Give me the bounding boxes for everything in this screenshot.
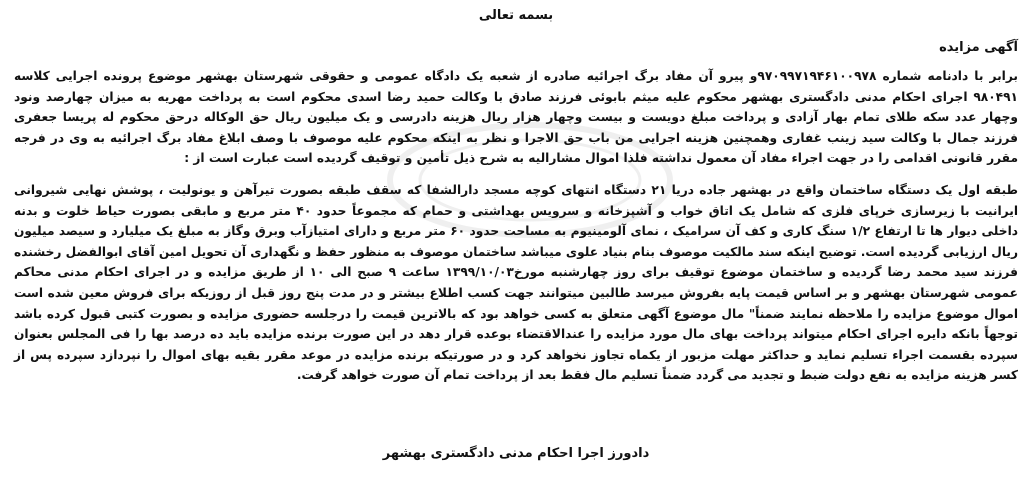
notice-paragraph-judgment: برابر با دادنامه شماره ۹۷۰۹۹۷۱۹۴۶۱۰۰۹۷۸و پیرو آن مفاد برگ اجرائیه صادره از شعبه یک دادگاه عمومی و حقوقی شهرستان بهشهر موضوع پرونده اجرایی کلاسه ۹۸۰۴۹۱ اجرای احکام مدنی دادگستری بهشهر محکوم علیه میثم بابوئی فرزند صادق با وکالت حمید رضا اسدی محکوم است به پرداخت مهریه به میزان چهارصد ونود وچهار عدد سکه طلای تمام بهار آزادی و پرداخت مبلغ دویست و بیست وچهار هزار ریال هزینه دادرسی و یک میلیون ریال حق الوکاله درحق محکوم له پریسا جعفری فرزند جمال با وکالت سید زینب غفاری وهمچنین هزینه اجرایی من باب حق الاجرا و نظر به اینکه محکوم علیه موصوف با وصف ابلاغ مفاد برگ اجرائیه به وی در فرجه مقرر قانونی اقدامی را در جهت اجراء مفاد آن معمول نداشته فلذا اموال مشارالیه به شرح ذیل تأمین و توقیف گردیده است عبارت است از : <box>14 69 1019 166</box>
notice-title: آگهی مزایده <box>939 40 1018 55</box>
notice-paragraph-property: طبقه اول یک دستگاه ساختمان واقع در بهشهر جاده دریا ۲۱ دستگاه انتهای کوچه مسجد دارالشفا که سقف طبقه بصورت تیرآهن و یونولیت ، پوشش نهایی شیروانی ایرانیت با زیرسازی خرپای فلزی که شامل یک اتاق خواب و آشپزخانه و سرویس بهداشتی و حمام که مجموعاً حدود ۴۰ متر مربع و مابقی بصورت حیاط خلوت و بدنه داخلی دیوار ها تا ارتفاع ۱/۲ سنگ کاری و کف آن سرامیک ، نمای آلومینیوم به مساحت حدود ۶۰ متر مربع و دارای امتیازآب وبرق وگاز به مبلغ یک میلیارد و سیصد میلیون ریال ارزیابی گردیده است. توضیح اینکه سند مالکیت موصوف بنام بنیاد علوی میباشد ساختمان موصوف به منظور حفظ و نگهداری آن تحویل امین آقای ابوالفضل رخشنده فرزند سید محمد رضا گردیده و ساختمان موضوع توقیف برای روز چهارشنبه مورخ۱۳۹۹/۱۰/۰۳ ساعت ۹ صبح الی ۱۰ از طریق مزایده و در اجرای احکام مدنی محاکم عمومی شهرستان بهشهر و بر اساس قیمت پایه بفروش میرسد طالبین میتوانند جهت کسب اطلاع بیشتر و در مدت پنج روز قبل از روزیکه برای فروش معین شده است اموال موضوع مزایده را ملاحظه نمایند ضمناً" مال موضوع آگهی متعلق به کسی خواهد بود که بالاترین قیمت را درجلسه حضوری مزایده و بصورت کتبی قبول کرده باشد توجهاً بانکه دایره اجرای احکام میتواند پرداخت بهای مال مورد مزایده را عندالاقتضاء بوعده قرار دهد در این صورت برنده مزایده باید ده درصد بها را فی المجلس بعنوان سپرده بقسمت اجراء تسلیم نماید و حداکثر مهلت مزبور از یکماه تجاوز نخواهد کرد و در صورتیکه برنده مزایده در موعد مقرر بقیه بهای اموال را نپردازد سپرده پس از کسر هزینه مزایده به نفع دولت ضبط و تجدید می گردد ضمناً تسلیم مال فقط بعد از پرداخت تمام آن صورت خواهد گرفت. <box>14 183 1019 383</box>
document-header: بسمه تعالی <box>478 8 554 23</box>
signature-line: دادورز اجرا احکام مدنی دادگستری بهشهر <box>382 446 650 461</box>
